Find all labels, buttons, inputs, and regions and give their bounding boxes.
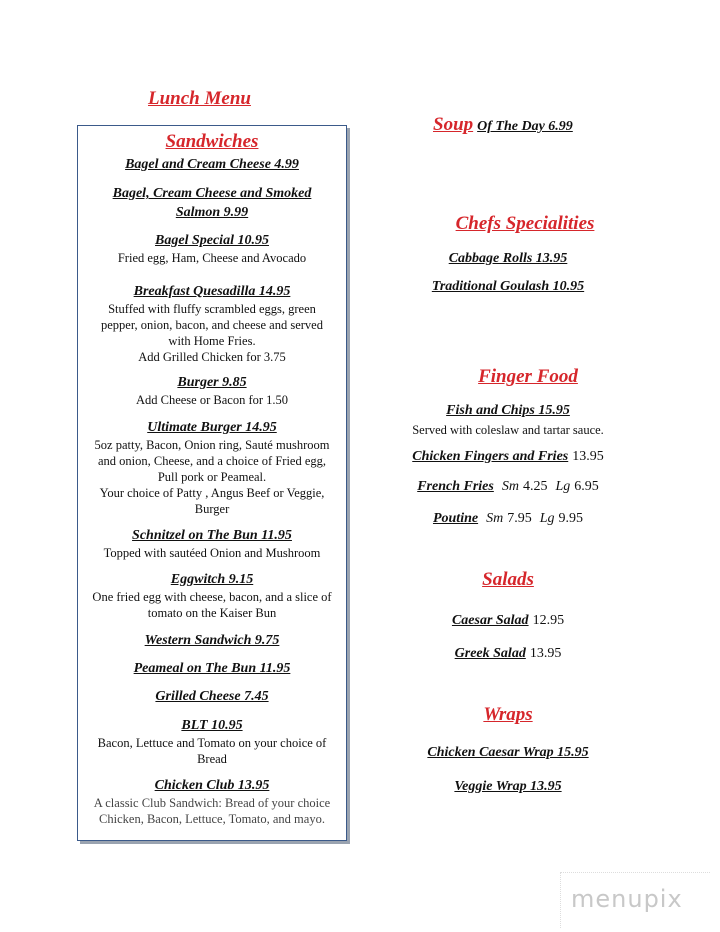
menu-item: Veggie Wrap 13.95 [454, 779, 562, 794]
finger-food-heading: Finger Food [478, 366, 578, 387]
soup-line [433, 114, 573, 136]
menu-item: Chicken Caesar Wrap 15.95 [427, 745, 589, 760]
menu-item: Eggwitch 9.15 One fried egg with cheese, bacon, and a slice of tomato on the Kaiser Bun [92, 572, 332, 620]
menu-item: Bagel Special 10.95 Fried egg, Ham, Cheese and Avocado [117, 233, 307, 265]
menu-item: Peameal on The Bun 11.95 [133, 661, 291, 676]
menu-item: Breakfast Quesadilla 14.95 Stuffed with fluffy scrambled eggs, green pepper, onion, bacon, and cheese and served with Home Fries. Add Grilled Chicken for 3.75 [101, 284, 323, 364]
soup-item: Of The Day 6.99 [477, 119, 573, 134]
menu-item: Burger 9.85 Add Cheese or Bacon for 1.50 [135, 375, 289, 407]
menu-item: French Fries Sm 4.25 Lg 6.95 [417, 479, 599, 494]
menu-item-desc: Served with coleslaw and tartar sauce. [412, 423, 604, 437]
sandwiches-panel [77, 125, 347, 841]
soup-heading: Soup [433, 114, 474, 135]
menu-item: Greek Salad 13.95 [454, 646, 562, 661]
menu-item: Traditional Goulash 10.95 [431, 279, 585, 294]
salads-heading: Salads [482, 569, 534, 590]
menu-item: Caesar Salad 12.95 [451, 613, 565, 628]
menu-item: BLT 10.95 Bacon, Lettuce and Tomato on your choice of Bread [97, 718, 327, 766]
menu-item: Cabbage Rolls 13.95 [448, 251, 568, 266]
sandwiches-heading: Sandwiches [165, 131, 259, 152]
menu-item: Poutine Sm 7.95 Lg 9.95 [432, 511, 584, 526]
wraps-heading: Wraps [483, 704, 533, 725]
menu-title: Lunch Menu [148, 88, 251, 109]
menupix-watermark: menupix [560, 872, 710, 928]
menu-item: Bagel and Cream Cheese 4.99 [125, 157, 299, 172]
menu-item: Fish and Chips 15.95 [446, 403, 570, 418]
menu-item: Schnitzel on The Bun 11.95 Topped with sautéed Onion and Mushroom [103, 528, 321, 560]
menu-item: Bagel, Cream Cheese and Smoked Salmon 9.99 [112, 186, 312, 220]
chefs-heading: Chefs Specialities [455, 213, 595, 234]
menu-item: Chicken Club 13.95 A classic Club Sandwich: Bread of your choice Chicken, Bacon, Lettuce, Tomato, and mayo. [93, 778, 331, 826]
menu-item: Ultimate Burger 14.95 5oz patty, Bacon, Onion ring, Sauté mushroom and onion, Cheese, and a choice of Fried egg, Pull pork or Peameal. Your choice of Patty , Angus Beef or Veggie, Burger [94, 420, 330, 516]
menu-item: Grilled Cheese 7.45 [155, 689, 269, 704]
menu-item: Western Sandwich 9.75 [144, 633, 280, 648]
menu-item: Chicken Fingers and Fries 13.95 [412, 449, 604, 464]
